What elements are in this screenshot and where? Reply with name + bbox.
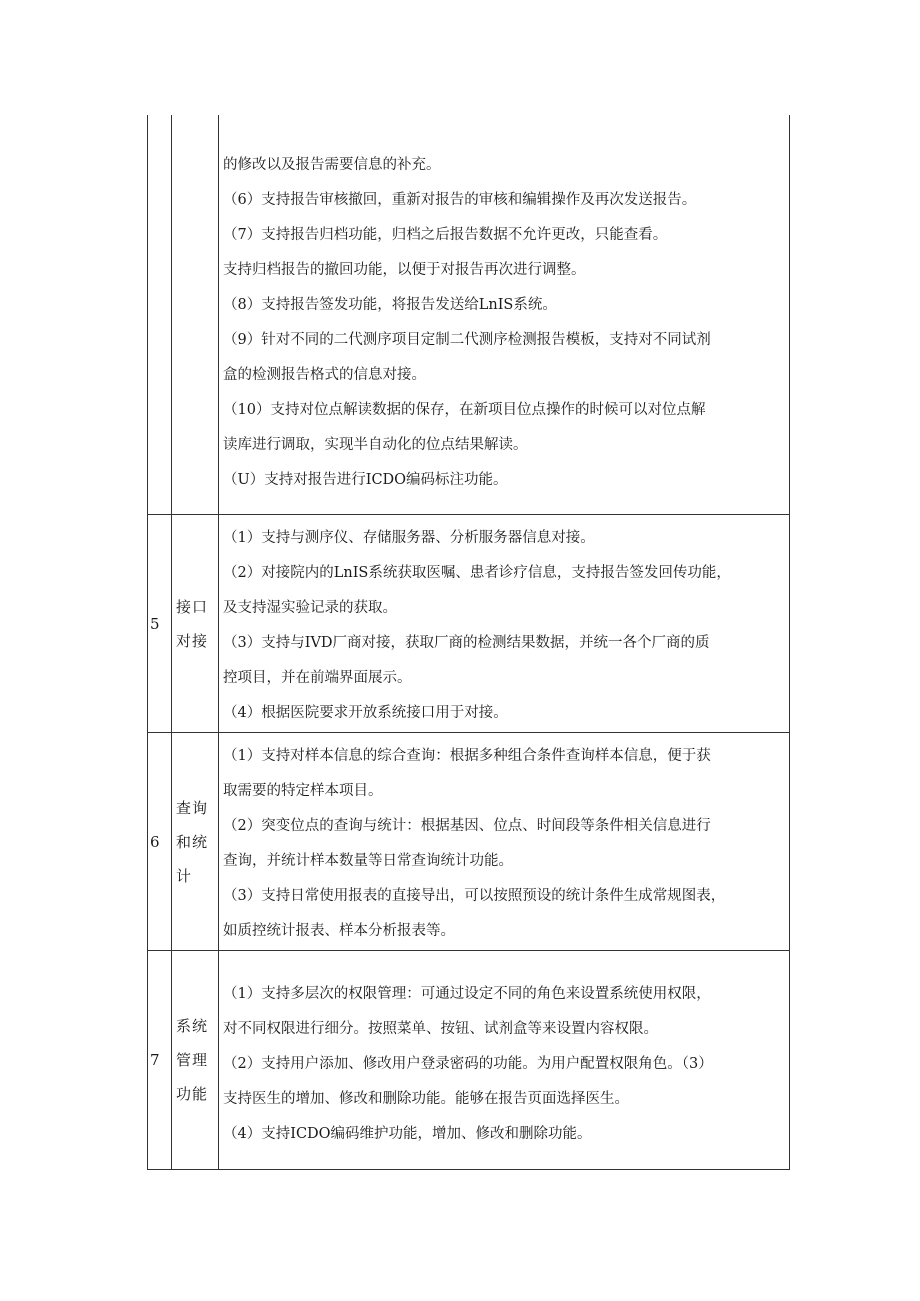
description-line: 盒的检测报告格式的信息对接。: [223, 367, 426, 383]
description-line: 支持归档报告的撤回功能，以便于对报告再次进行调整。: [223, 262, 586, 278]
category-line: 查询: [176, 798, 209, 817]
category-line: 功能: [176, 1085, 209, 1103]
description-line: （U）支持对报告进行ICDO编码标注功能。: [223, 472, 508, 488]
requirements-table: [147, 115, 790, 1170]
description-line: 控项目，并在前端界面展示。: [223, 670, 412, 686]
description-line: 读库进行调取，实现半自动化的位点结果解读。: [223, 437, 528, 453]
description-line: （7）支持报告归档功能，归档之后报告数据不允许更改，只能查看。: [223, 227, 668, 243]
row-category: [172, 733, 218, 950]
description-line: 取需要的特定样本项目。: [223, 783, 383, 799]
description-line: （8）支持报告签发功能，将报告发送给LnIS系统。: [223, 297, 557, 313]
description-line: （10）支持对位点解读数据的保存，在新项目位点操作的时候可以对位点解: [223, 402, 706, 418]
description-line: （1）支持对样本信息的综合查询：根据多种组合条件查询样本信息，便于获: [223, 748, 711, 764]
row-divider: [147, 732, 790, 733]
row-divider: [147, 950, 790, 951]
description-line: （4）支持ICDO编码维护功能，增加、修改和删除功能。: [223, 1126, 592, 1142]
description-line: （1）支持与测序仪、存储服务器、分析服务器信息对接。: [223, 530, 595, 546]
row-number: [148, 115, 171, 514]
description-line: （1）支持多层次的权限管理：可通过设定不同的角色来设置系统使用权限，: [223, 986, 711, 1002]
category-line: 对接: [176, 631, 209, 650]
table-border-bottom: [147, 1169, 790, 1170]
row-description: [219, 977, 789, 1152]
row-description: [219, 521, 789, 731]
row-category: [172, 515, 218, 732]
description-line: （2）支持用户添加、修改用户登录密码的功能。为用户配置权限角色。（3）: [223, 1056, 713, 1072]
description-line: （4）根据医院要求开放系统接口用于对接。: [223, 705, 508, 721]
row-number: 7: [150, 1051, 160, 1069]
row-number: 5: [150, 614, 160, 633]
category-line: 和统: [176, 832, 209, 851]
category-line: 计: [176, 866, 193, 885]
description-line: （3）支持日常使用报表的直接导出，可以按照预设的统计条件生成常规图表，: [223, 888, 726, 904]
description-line: 对不同权限进行细分。按照菜单、按钮、试剂盒等来设置内容权限。: [223, 1021, 658, 1037]
category-line: 接口: [176, 597, 209, 616]
description-line: 的修改以及报告需要信息的补充。: [223, 157, 441, 173]
table-border-right: [789, 115, 790, 1170]
row-divider: [147, 514, 790, 515]
description-line: （6）支持报告审核撤回，重新对报告的审核和编辑操作及再次发送报告。: [223, 192, 697, 208]
row-category: [172, 951, 218, 1169]
description-line: （3）支持与IVD厂商对接，获取厂商的检测结果数据，并统一各个厂商的质: [223, 635, 710, 651]
category-line: 系统: [176, 1017, 209, 1035]
description-line: （9）针对不同的二代测序项目定制二代测序检测报告模板，支持对不同试剂: [223, 332, 711, 348]
description-line: 查询，并统计样本数量等日常查询统计功能。: [223, 853, 513, 869]
row-description: [219, 739, 789, 949]
description-line: （2）突变位点的查询与统计：根据基因、位点、时间段等条件相关信息进行: [223, 818, 711, 834]
row-number: 6: [150, 832, 160, 851]
description-line: 及支持湿实验记录的获取。: [223, 600, 397, 616]
description-line: 如质控统计报表、样本分析报表等。: [223, 923, 455, 939]
row-description: [219, 148, 789, 498]
description-line: （2）对接院内的LnIS系统获取医嘱、患者诊疗信息，支持报告签发回传功能，: [223, 565, 731, 581]
category-line: 管理: [176, 1051, 209, 1069]
description-line: 支持医生的增加、修改和删除功能。能够在报告页面选择医生。: [223, 1091, 629, 1107]
